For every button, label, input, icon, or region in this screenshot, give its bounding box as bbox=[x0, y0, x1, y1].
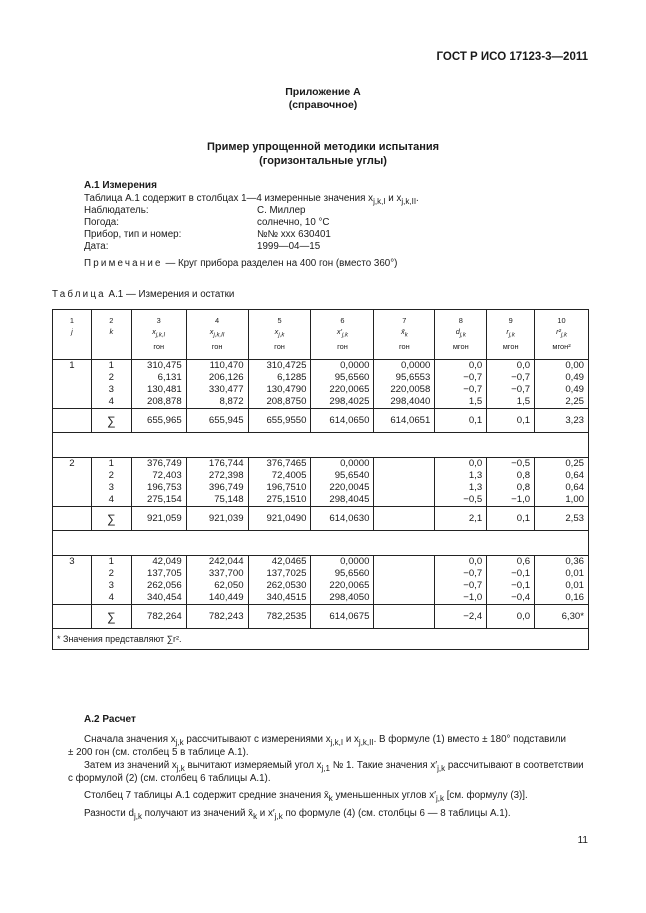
cell-c4: 110,470 206,126 330,477 8,872 bbox=[186, 360, 248, 409]
info-label: Наблюдатель: bbox=[84, 205, 149, 216]
empty-cell bbox=[53, 409, 92, 433]
table-caption: Таблица А.1 — Измерения и остатки bbox=[52, 289, 235, 300]
sum-value: 614,0650 bbox=[311, 409, 374, 433]
a1-intro: Таблица А.1 содержит в столбцах 1—4 измеренные значения $x_{j,k,I}$ и $x_{j,k,II}$. bbox=[84, 193, 419, 206]
info-label: Погода: bbox=[84, 217, 119, 228]
cell-c4: 176,744 272,398 396,749 75,148 bbox=[186, 458, 248, 507]
column-symbol: j bbox=[71, 327, 73, 336]
cell-c6: 0,0000 95,6560 220,0065 298,4050 bbox=[311, 556, 374, 605]
column-symbol: $d_{j,k}$ bbox=[455, 327, 466, 339]
sum-row bbox=[53, 409, 589, 433]
sum-value bbox=[374, 605, 435, 629]
sum-value: 0,1 bbox=[487, 409, 535, 433]
a2-paragraph-4: Разности $d_{j,k}$ получают из значений $x̄_k$ и $x'_{j,k}$ по формуле (4) (см. столбцы 6 — 8 таблицы А.1). bbox=[84, 808, 511, 821]
column-header bbox=[374, 310, 435, 360]
table-footnote: * Значения представляют ∑r². bbox=[53, 629, 589, 650]
column-number: 8 bbox=[458, 316, 463, 325]
a2-paragraph-2-cont: с формулой (2) (см. столбец 6 таблицы А.1). bbox=[68, 773, 271, 784]
cell-c3: 376,749 72,403 196,753 275,154 bbox=[131, 458, 186, 507]
column-number: 5 bbox=[277, 316, 282, 325]
column-header bbox=[487, 310, 535, 360]
cell-c5: 42,0465 137,7025 262,0530 340,4515 bbox=[248, 556, 311, 605]
column-header bbox=[248, 310, 311, 360]
column-unit: гон bbox=[153, 342, 165, 352]
cell-c10: 0,00 0,49 0,49 2,25 bbox=[535, 360, 589, 409]
cell-c4: 242,044 337,700 62,050 140,449 bbox=[186, 556, 248, 605]
column-unit: гон bbox=[274, 342, 285, 352]
cell-c8: 0,0 1,3 1,3 −0,5 bbox=[435, 458, 487, 507]
sum-value: 0,0 bbox=[487, 605, 535, 629]
sum-symbol: ∑ bbox=[91, 605, 131, 629]
sum-value: 782,264 bbox=[131, 605, 186, 629]
spacer-row bbox=[53, 433, 589, 458]
cell-c6: 0,0000 95,6540 220,0045 298,4045 bbox=[311, 458, 374, 507]
column-header bbox=[435, 310, 487, 360]
empty-cell bbox=[53, 507, 92, 531]
cell-c3: 310,475 6,131 130,481 208,878 bbox=[131, 360, 186, 409]
cell-c7 bbox=[374, 556, 435, 605]
footnote-row bbox=[53, 629, 589, 650]
column-number: 9 bbox=[508, 316, 513, 325]
column-header bbox=[91, 310, 131, 360]
measurements-table bbox=[52, 309, 589, 650]
cell-j: 3 bbox=[53, 556, 92, 605]
a1-note: Примечание — Круг прибора разделен на 400 гон (вместо 360°) bbox=[84, 258, 398, 269]
table-row bbox=[53, 556, 589, 605]
sum-value: 921,059 bbox=[131, 507, 186, 531]
column-symbol: $x'_{j,k}$ bbox=[336, 327, 348, 339]
sum-value: 655,9550 bbox=[248, 409, 311, 433]
sum-value: 6,30* bbox=[535, 605, 589, 629]
cell-c10: 0,36 0,01 0,01 0,16 bbox=[535, 556, 589, 605]
column-symbol: $r_{j,k}$ bbox=[506, 327, 515, 339]
table-row bbox=[53, 360, 589, 409]
info-label: Дата: bbox=[84, 241, 109, 252]
column-number: 7 bbox=[402, 316, 407, 325]
column-header bbox=[53, 310, 92, 360]
info-value: солнечно, 10 °С bbox=[257, 217, 330, 228]
column-number: 10 bbox=[557, 316, 566, 325]
cell-c6: 0,0000 95,6560 220,0065 298,4025 bbox=[311, 360, 374, 409]
sum-row bbox=[53, 507, 589, 531]
column-symbol: $x̄_k$ bbox=[401, 327, 408, 339]
cell-j: 1 bbox=[53, 360, 92, 409]
column-unit: гон bbox=[337, 342, 348, 352]
column-unit: гон bbox=[399, 342, 410, 352]
annex-subtitle: (справочное) bbox=[288, 99, 358, 111]
sum-value: 614,0630 bbox=[311, 507, 374, 531]
sum-value: −2,4 bbox=[435, 605, 487, 629]
spacer-row bbox=[53, 531, 589, 556]
page-number: 11 bbox=[577, 835, 588, 846]
cell-c3: 42,049 137,705 262,056 340,454 bbox=[131, 556, 186, 605]
column-unit: гон bbox=[211, 342, 223, 352]
column-number: 6 bbox=[340, 316, 345, 325]
a2-paragraph-2: Затем из значений $x_{j,k}$ вычитают измеряемый угол $x_{j,1}$ № 1. Такие значения $x'_{j,k}$ рассчитывают в соответствии bbox=[84, 760, 584, 773]
cell-c10: 0,25 0,64 0,64 1,00 bbox=[535, 458, 589, 507]
cell-c8: 0,0 −0,7 −0,7 −1,0 bbox=[435, 556, 487, 605]
cell-c9: −0,5 0,8 0,8 −1,0 bbox=[487, 458, 535, 507]
column-header bbox=[535, 310, 589, 360]
a2-paragraph-1: Сначала значения $x_{j,k}$ рассчитывают с измерениями $x_{j,k,I}$ и $x_{j,k,II}$. В формуле (1) вместо ± 180° подставили bbox=[84, 734, 567, 747]
sum-value: 921,0490 bbox=[248, 507, 311, 531]
cell-k: 1 2 3 4 bbox=[91, 458, 131, 507]
column-header bbox=[311, 310, 374, 360]
sum-value: 655,945 bbox=[186, 409, 248, 433]
sum-value: 782,243 bbox=[186, 605, 248, 629]
info-value: №№ ххх 630401 bbox=[257, 229, 331, 240]
info-value: С. Миллер bbox=[257, 205, 306, 216]
cell-k: 1 2 3 4 bbox=[91, 360, 131, 409]
sum-value: 0,1 bbox=[487, 507, 535, 531]
column-header bbox=[131, 310, 186, 360]
a2-paragraph-3: Столбец 7 таблицы А.1 содержит средние значения $x̄_k$ уменьшенных углов $x'_{j,k}$ [см. формулу (3)]. bbox=[84, 790, 528, 803]
sum-value: 782,2535 bbox=[248, 605, 311, 629]
column-header bbox=[186, 310, 248, 360]
a1-title: А.1 Измерения bbox=[84, 180, 157, 191]
info-label: Прибор, тип и номер: bbox=[84, 229, 182, 240]
cell-c9: 0,0 −0,7 −0,7 1,5 bbox=[487, 360, 535, 409]
sum-value: 3,23 bbox=[535, 409, 589, 433]
column-symbol: $x_{j,k,I}$ bbox=[152, 327, 166, 339]
column-unit: мгон² bbox=[552, 342, 571, 352]
column-unit: мгон bbox=[502, 342, 519, 352]
sum-value: 2,53 bbox=[535, 507, 589, 531]
info-value: 1999—04—15 bbox=[257, 241, 321, 252]
table-row bbox=[53, 458, 589, 507]
cell-c5: 376,7465 72,4005 196,7510 275,1510 bbox=[248, 458, 311, 507]
heading-line1: Пример упрощенной методики испытания bbox=[206, 141, 440, 153]
sum-symbol: ∑ bbox=[91, 507, 131, 531]
column-symbol: $r^2_{j,k}$ bbox=[556, 327, 567, 339]
column-number: 4 bbox=[215, 316, 220, 325]
column-unit: мгон bbox=[452, 342, 469, 352]
cell-c9: 0,6 −0,1 −0,1 −0,4 bbox=[487, 556, 535, 605]
cell-c7: 0,0000 95,6553 220,0058 298,4040 bbox=[374, 360, 435, 409]
a2-paragraph-1-cont: ± 200 гон (см. столбец 5 в таблице А.1). bbox=[68, 747, 249, 758]
table-header-row bbox=[53, 310, 589, 360]
cell-c5: 310,4725 6,1285 130,4790 208,8750 bbox=[248, 360, 311, 409]
sum-value bbox=[374, 507, 435, 531]
heading-line2: (горизонтальные углы) bbox=[259, 155, 387, 167]
sum-value: 2,1 bbox=[435, 507, 487, 531]
column-number: 2 bbox=[109, 316, 114, 325]
column-symbol: $x_{j,k,II}$ bbox=[209, 327, 225, 339]
sum-value: 655,965 bbox=[131, 409, 186, 433]
standard-header: ГОСТ Р ИСО 17123-3—2011 bbox=[436, 51, 588, 63]
empty-cell bbox=[53, 605, 92, 629]
column-number: 1 bbox=[69, 316, 74, 325]
sum-value: 614,0651 bbox=[374, 409, 435, 433]
sum-row bbox=[53, 605, 589, 629]
annex-title: Приложение А bbox=[285, 86, 361, 98]
cell-k: 1 2 3 4 bbox=[91, 556, 131, 605]
cell-j: 2 bbox=[53, 458, 92, 507]
a2-title: А.2 Расчет bbox=[84, 714, 136, 725]
sum-value: 0,1 bbox=[435, 409, 487, 433]
column-symbol: $x_{j,k}$ bbox=[274, 327, 285, 339]
sum-value: 614,0675 bbox=[311, 605, 374, 629]
column-number: 3 bbox=[156, 316, 161, 325]
sum-symbol: ∑ bbox=[91, 409, 131, 433]
sum-value: 921,039 bbox=[186, 507, 248, 531]
column-symbol: k bbox=[109, 327, 114, 336]
cell-c8: 0,0 −0,7 −0,7 1,5 bbox=[435, 360, 487, 409]
cell-c7 bbox=[374, 458, 435, 507]
